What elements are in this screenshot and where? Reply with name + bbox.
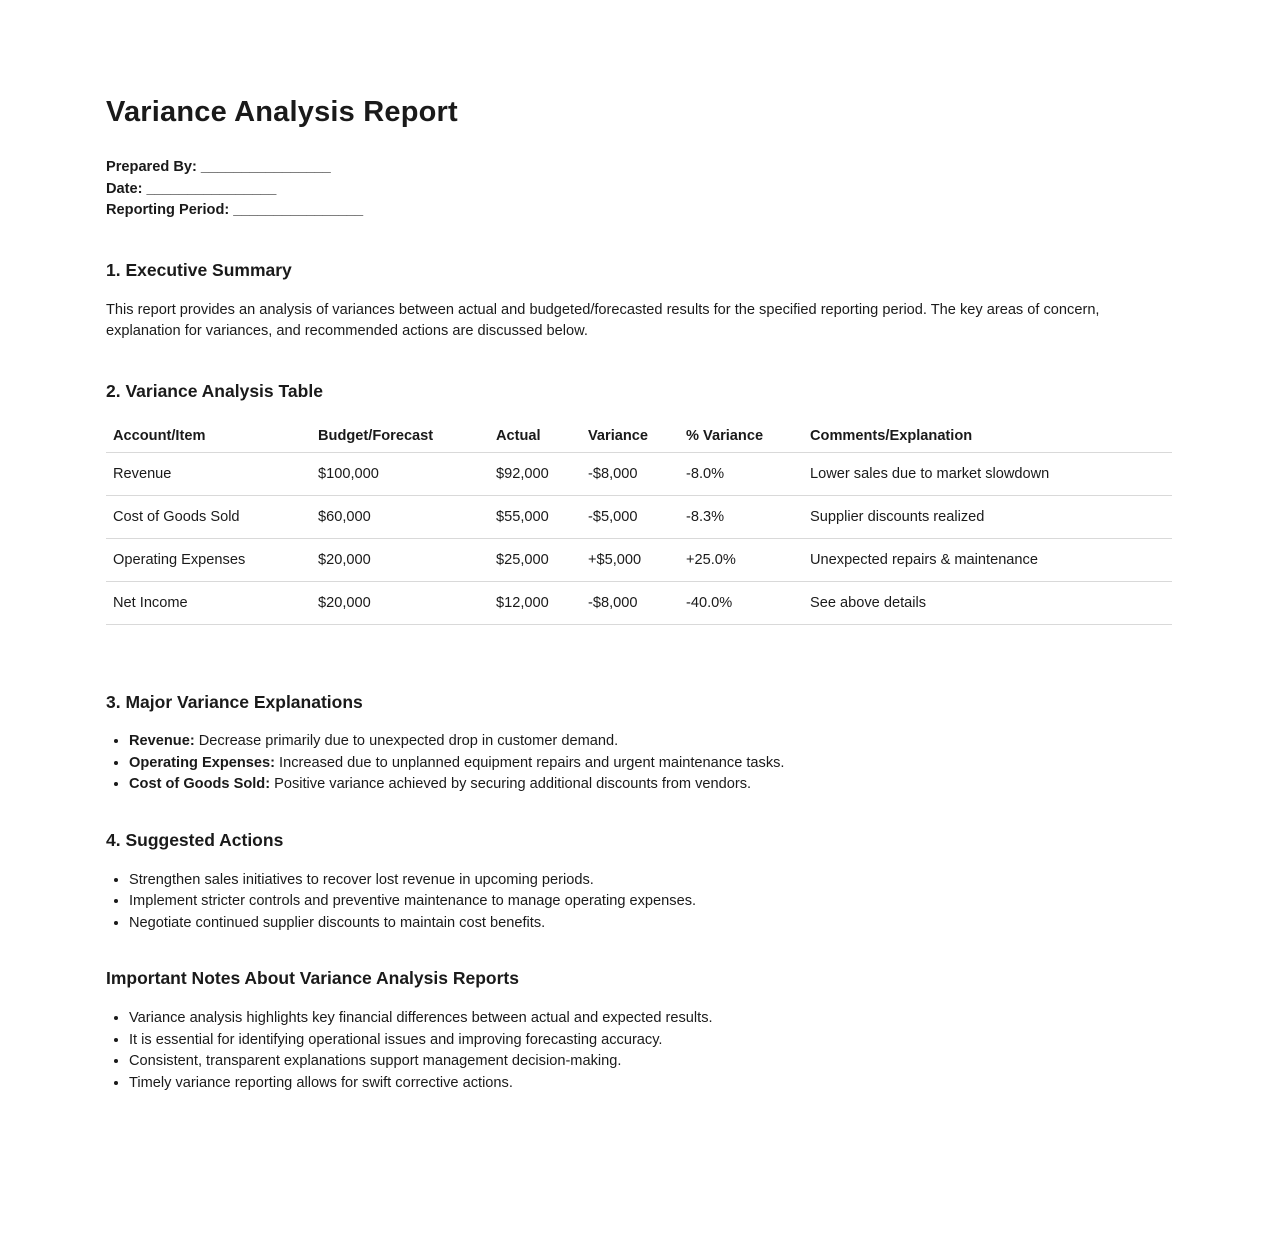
heading-suggested-actions: 4. Suggested Actions (106, 829, 284, 850)
list-item-text: Increased due to unplanned equipment repairs and urgent maintenance tasks. (274, 754, 785, 771)
meta-reporting-period-blank: ________________ (229, 202, 364, 219)
list-item (129, 753, 1172, 775)
meta-block (106, 157, 1172, 222)
table-row (106, 495, 1172, 538)
list-item: • It is essential for identifying operational issues and improving forecasting accuracy. (129, 1030, 1172, 1052)
suggested-actions-list (106, 870, 1172, 935)
list-item-label: Revenue: (129, 733, 195, 750)
list-item-text: Positive variance achieved by securing additional discounts from vendors. (270, 776, 752, 793)
meta-date-blank: ________________ (142, 180, 277, 197)
table-row (106, 452, 1172, 495)
col-header-account: Account/Item (106, 421, 311, 453)
cell-comments: Lower sales due to market slowdown (803, 452, 1172, 495)
page-title: Variance Analysis Report (106, 96, 458, 128)
cell-variance: -$8,000 (581, 452, 679, 495)
table-row (106, 581, 1172, 624)
executive-summary-text: This report provides an analysis of variances between actual and budgeted/forecasted results for the specified reporting period. The key areas of concern, explanation for variances, and recommended actions are discussed below. (106, 301, 1100, 340)
list-item-label: Operating Expenses: (129, 754, 275, 771)
cell-actual: $92,000 (489, 452, 581, 495)
table-row (106, 538, 1172, 581)
cell-budget: $20,000 (311, 538, 489, 581)
col-header-budget: Budget/Forecast (311, 421, 489, 453)
list-item: • Timely variance reporting allows for swift corrective actions. (129, 1073, 1172, 1095)
meta-prepared-by-blank: ________________ (196, 159, 331, 176)
meta-reporting-period (106, 200, 1172, 222)
list-item (129, 731, 1172, 753)
list-item: • Variance analysis highlights key financial differences between actual and expected results. (129, 1008, 1172, 1030)
heading-important-notes: Important Notes About Variance Analysis Reports (106, 968, 519, 989)
cell-pct-variance: -8.0% (679, 452, 803, 495)
meta-date (106, 179, 1172, 201)
cell-actual: $12,000 (489, 581, 581, 624)
cell-pct-variance: -40.0% (679, 581, 803, 624)
list-item: • Strengthen sales initiatives to recover lost revenue in upcoming periods. (129, 870, 1172, 892)
cell-comments: Supplier discounts realized (803, 495, 1172, 538)
list-item: • Implement stricter controls and preventive maintenance to manage operating expenses. (129, 891, 1172, 913)
col-header-variance: Variance (581, 421, 679, 453)
list-item-text: Decrease primarily due to unexpected drop in customer demand. (194, 733, 619, 750)
cell-pct-variance: -8.3% (679, 495, 803, 538)
cell-budget: $60,000 (311, 495, 489, 538)
important-notes-list (106, 1008, 1172, 1094)
cell-comments: See above details (803, 581, 1172, 624)
variance-table (106, 421, 1172, 625)
meta-prepared-by (106, 157, 1172, 179)
cell-account: Revenue (106, 452, 311, 495)
meta-date-label: Date: (106, 180, 143, 197)
cell-account: Net Income (106, 581, 311, 624)
header-row (106, 421, 1172, 453)
cell-variance: -$8,000 (581, 581, 679, 624)
cell-variance: -$5,000 (581, 495, 679, 538)
cell-budget: $20,000 (311, 581, 489, 624)
col-header-comments: Comments/Explanation (803, 421, 1172, 453)
list-item (129, 774, 1172, 796)
cell-comments: Unexpected repairs & maintenance (803, 538, 1172, 581)
list-item: • Consistent, transparent explanations support management decision-making. (129, 1051, 1172, 1073)
heading-executive-summary: 1. Executive Summary (106, 259, 292, 280)
list-item-label: Cost of Goods Sold: (129, 776, 271, 793)
meta-reporting-period-label: Reporting Period: (106, 202, 230, 219)
heading-variance-table: 2. Variance Analysis Table (106, 380, 323, 401)
cell-actual: $25,000 (489, 538, 581, 581)
cell-actual: $55,000 (489, 495, 581, 538)
variance-table-body (106, 452, 1172, 624)
document-page (106, 0, 1172, 1094)
meta-prepared-by-label: Prepared By: (106, 159, 197, 176)
cell-account: Cost of Goods Sold (106, 495, 311, 538)
cell-variance: +$5,000 (581, 538, 679, 581)
explanations-list (106, 731, 1172, 796)
cell-budget: $100,000 (311, 452, 489, 495)
cell-pct-variance: +25.0% (679, 538, 803, 581)
heading-major-variance-explanations: 3. Major Variance Explanations (106, 691, 363, 712)
col-header-actual: Actual (489, 421, 581, 453)
list-item: • Negotiate continued supplier discounts to maintain cost benefits. (129, 913, 1172, 935)
col-header-pct-variance: % Variance (679, 421, 803, 453)
variance-table-header (106, 421, 1172, 453)
cell-account: Operating Expenses (106, 538, 311, 581)
